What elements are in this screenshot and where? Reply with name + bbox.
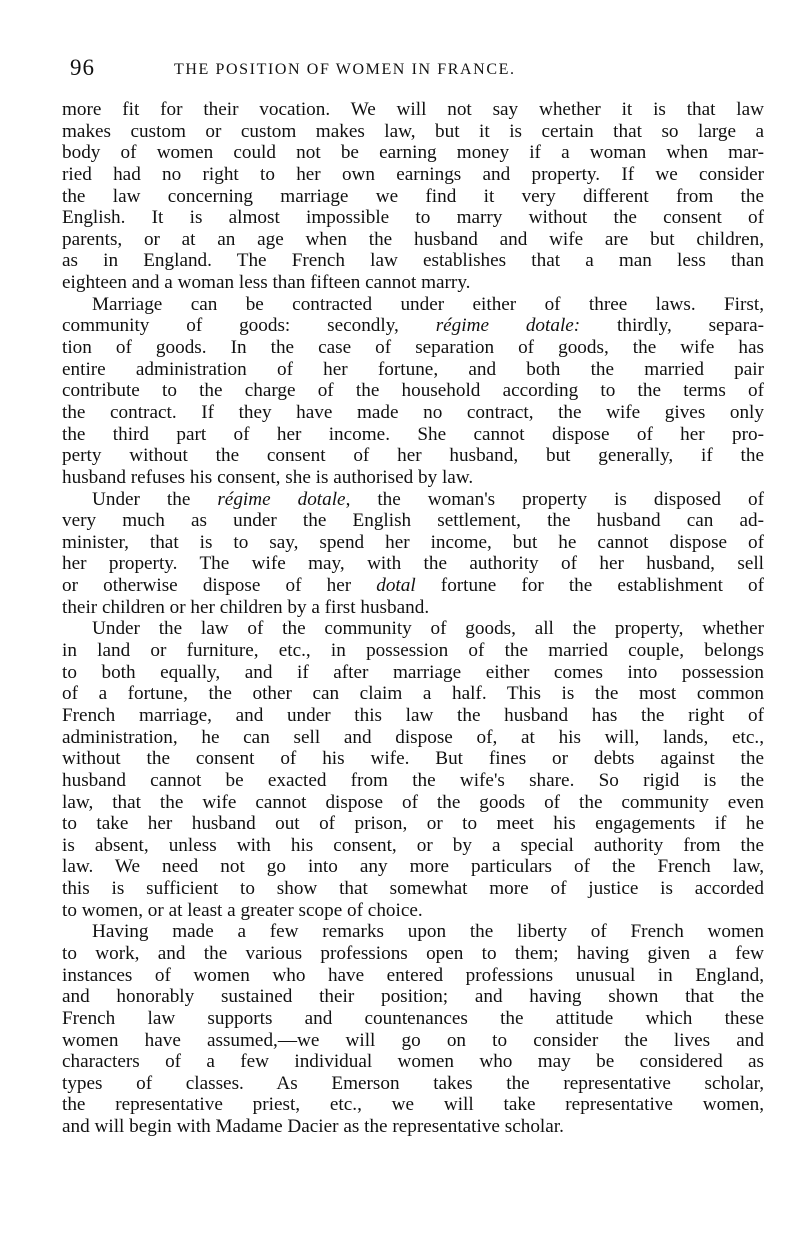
text-line: the representative priest, etc., we will take representative women, [62, 1094, 764, 1116]
text-line: law, that the wife cannot dispose of the goods of the community even [62, 791, 764, 813]
text-line: to both equally, and if after marriage either comes into possession [62, 661, 764, 683]
text-line: English. It is almost impossible to marry without the consent of [62, 207, 764, 229]
text-line: Marriage can be contracted under either of three laws. First, [92, 293, 764, 315]
text-line: and will begin with Madame Dacier as the representative scholar. [62, 1116, 564, 1138]
page-number: 96 [70, 55, 95, 80]
text-line: parents, or at an age when the husband and wife are but children, [62, 228, 764, 250]
text-line: types of classes. As Emerson takes the representative scholar, [62, 1072, 764, 1094]
running-title: THE POSITION OF WOMEN IN FRANCE. [174, 61, 516, 78]
text-line: husband cannot be exacted from the wife's share. So rigid is the [62, 769, 764, 791]
text-line: in land or furniture, etc., in possession of the married couple, belongs [62, 640, 764, 662]
text-line: is absent, unless with his consent, or by a special authority from the [62, 834, 764, 856]
text-line: community of goods: secondly, régime dotale: thirdly, separa- [62, 315, 764, 337]
text-line: ried had no right to her own earnings and property. If we consider [62, 163, 764, 185]
italic-term: régime dotale: [435, 315, 581, 337]
text-line: of a fortune, the other can claim a half. This is the most common [62, 683, 764, 705]
text-line: characters of a few individual women who may be considered as [62, 1051, 764, 1073]
text-line: French law supports and countenances the attitude which these [62, 1007, 764, 1029]
text-line: husband refuses his consent, she is authorised by law. [62, 466, 474, 488]
text-line: this is sufficient to show that somewhat more of justice is accorded [62, 878, 764, 900]
text-line: women have assumed,—we will go on to consider the lives and [62, 1029, 764, 1051]
text-line: French marriage, and under this law the husband has the right of [62, 704, 764, 726]
text-line: entire administration of her fortune, and both the married pair [62, 358, 764, 380]
italic-term: régime dotale [217, 488, 346, 510]
text-line: tion of goods. In the case of separation of goods, the wife has [62, 337, 764, 359]
text-line: and honorably sustained their position; and having shown that the [62, 986, 764, 1008]
text-line: Under the law of the community of goods, all the property, whether [92, 618, 764, 640]
text-line: as in England. The French law establishes that a man less than [62, 250, 764, 272]
text-line: instances of women who have entered professions unusual in England, [62, 964, 764, 986]
text-line: body of women could not be earning money if a woman when mar- [62, 142, 764, 164]
text-line: makes custom or custom makes law, but it is certain that so large a [62, 120, 764, 142]
text-line: perty without the consent of her husband, but generally, if the [62, 445, 764, 467]
text-line: administration, he can sell and dispose of, at his will, lands, etc., [62, 726, 764, 748]
text-line: the law concerning marriage we find it very different from the [62, 185, 764, 207]
text-line: contribute to the charge of the household according to the terms of [62, 380, 764, 402]
text-line: to women, or at least a greater scope of choice. [62, 899, 423, 921]
text-line: her property. The wife may, with the authority of her husband, sell [62, 553, 764, 575]
text-line: Under the régime dotale, the woman's property is disposed of [92, 488, 764, 510]
text-line: eighteen and a woman less than fifteen cannot marry. [62, 272, 471, 294]
text-line: minister, that is to say, spend her income, but he cannot dispose of [62, 531, 764, 553]
text-line: Having made a few remarks upon the liberty of French women [92, 921, 764, 943]
body-text [62, 99, 764, 1138]
italic-term: dotal [376, 575, 416, 597]
text-line: the third part of her income. She cannot dispose of her pro- [62, 423, 764, 445]
page-header [60, 55, 765, 85]
text-line: to take her husband out of prison, or to meet his engagements if he [62, 813, 764, 835]
text-line: their children or her children by a first husband. [62, 596, 430, 618]
text-line: the contract. If they have made no contract, the wife gives only [62, 401, 764, 423]
text-line: without the consent of his wife. But fines or debts against the [62, 748, 764, 770]
text-line: law. We need not go into any more particulars of the French law, [62, 856, 764, 878]
text-line: or otherwise dispose of her dotal fortune for the establishment of [62, 575, 764, 597]
text-line: more fit for their vocation. We will not say whether it is that law [62, 99, 764, 120]
text-line: very much as under the English settlement, the husband can ad- [62, 510, 764, 532]
text-line: to work, and the various professions open to them; having given a few [62, 942, 764, 964]
